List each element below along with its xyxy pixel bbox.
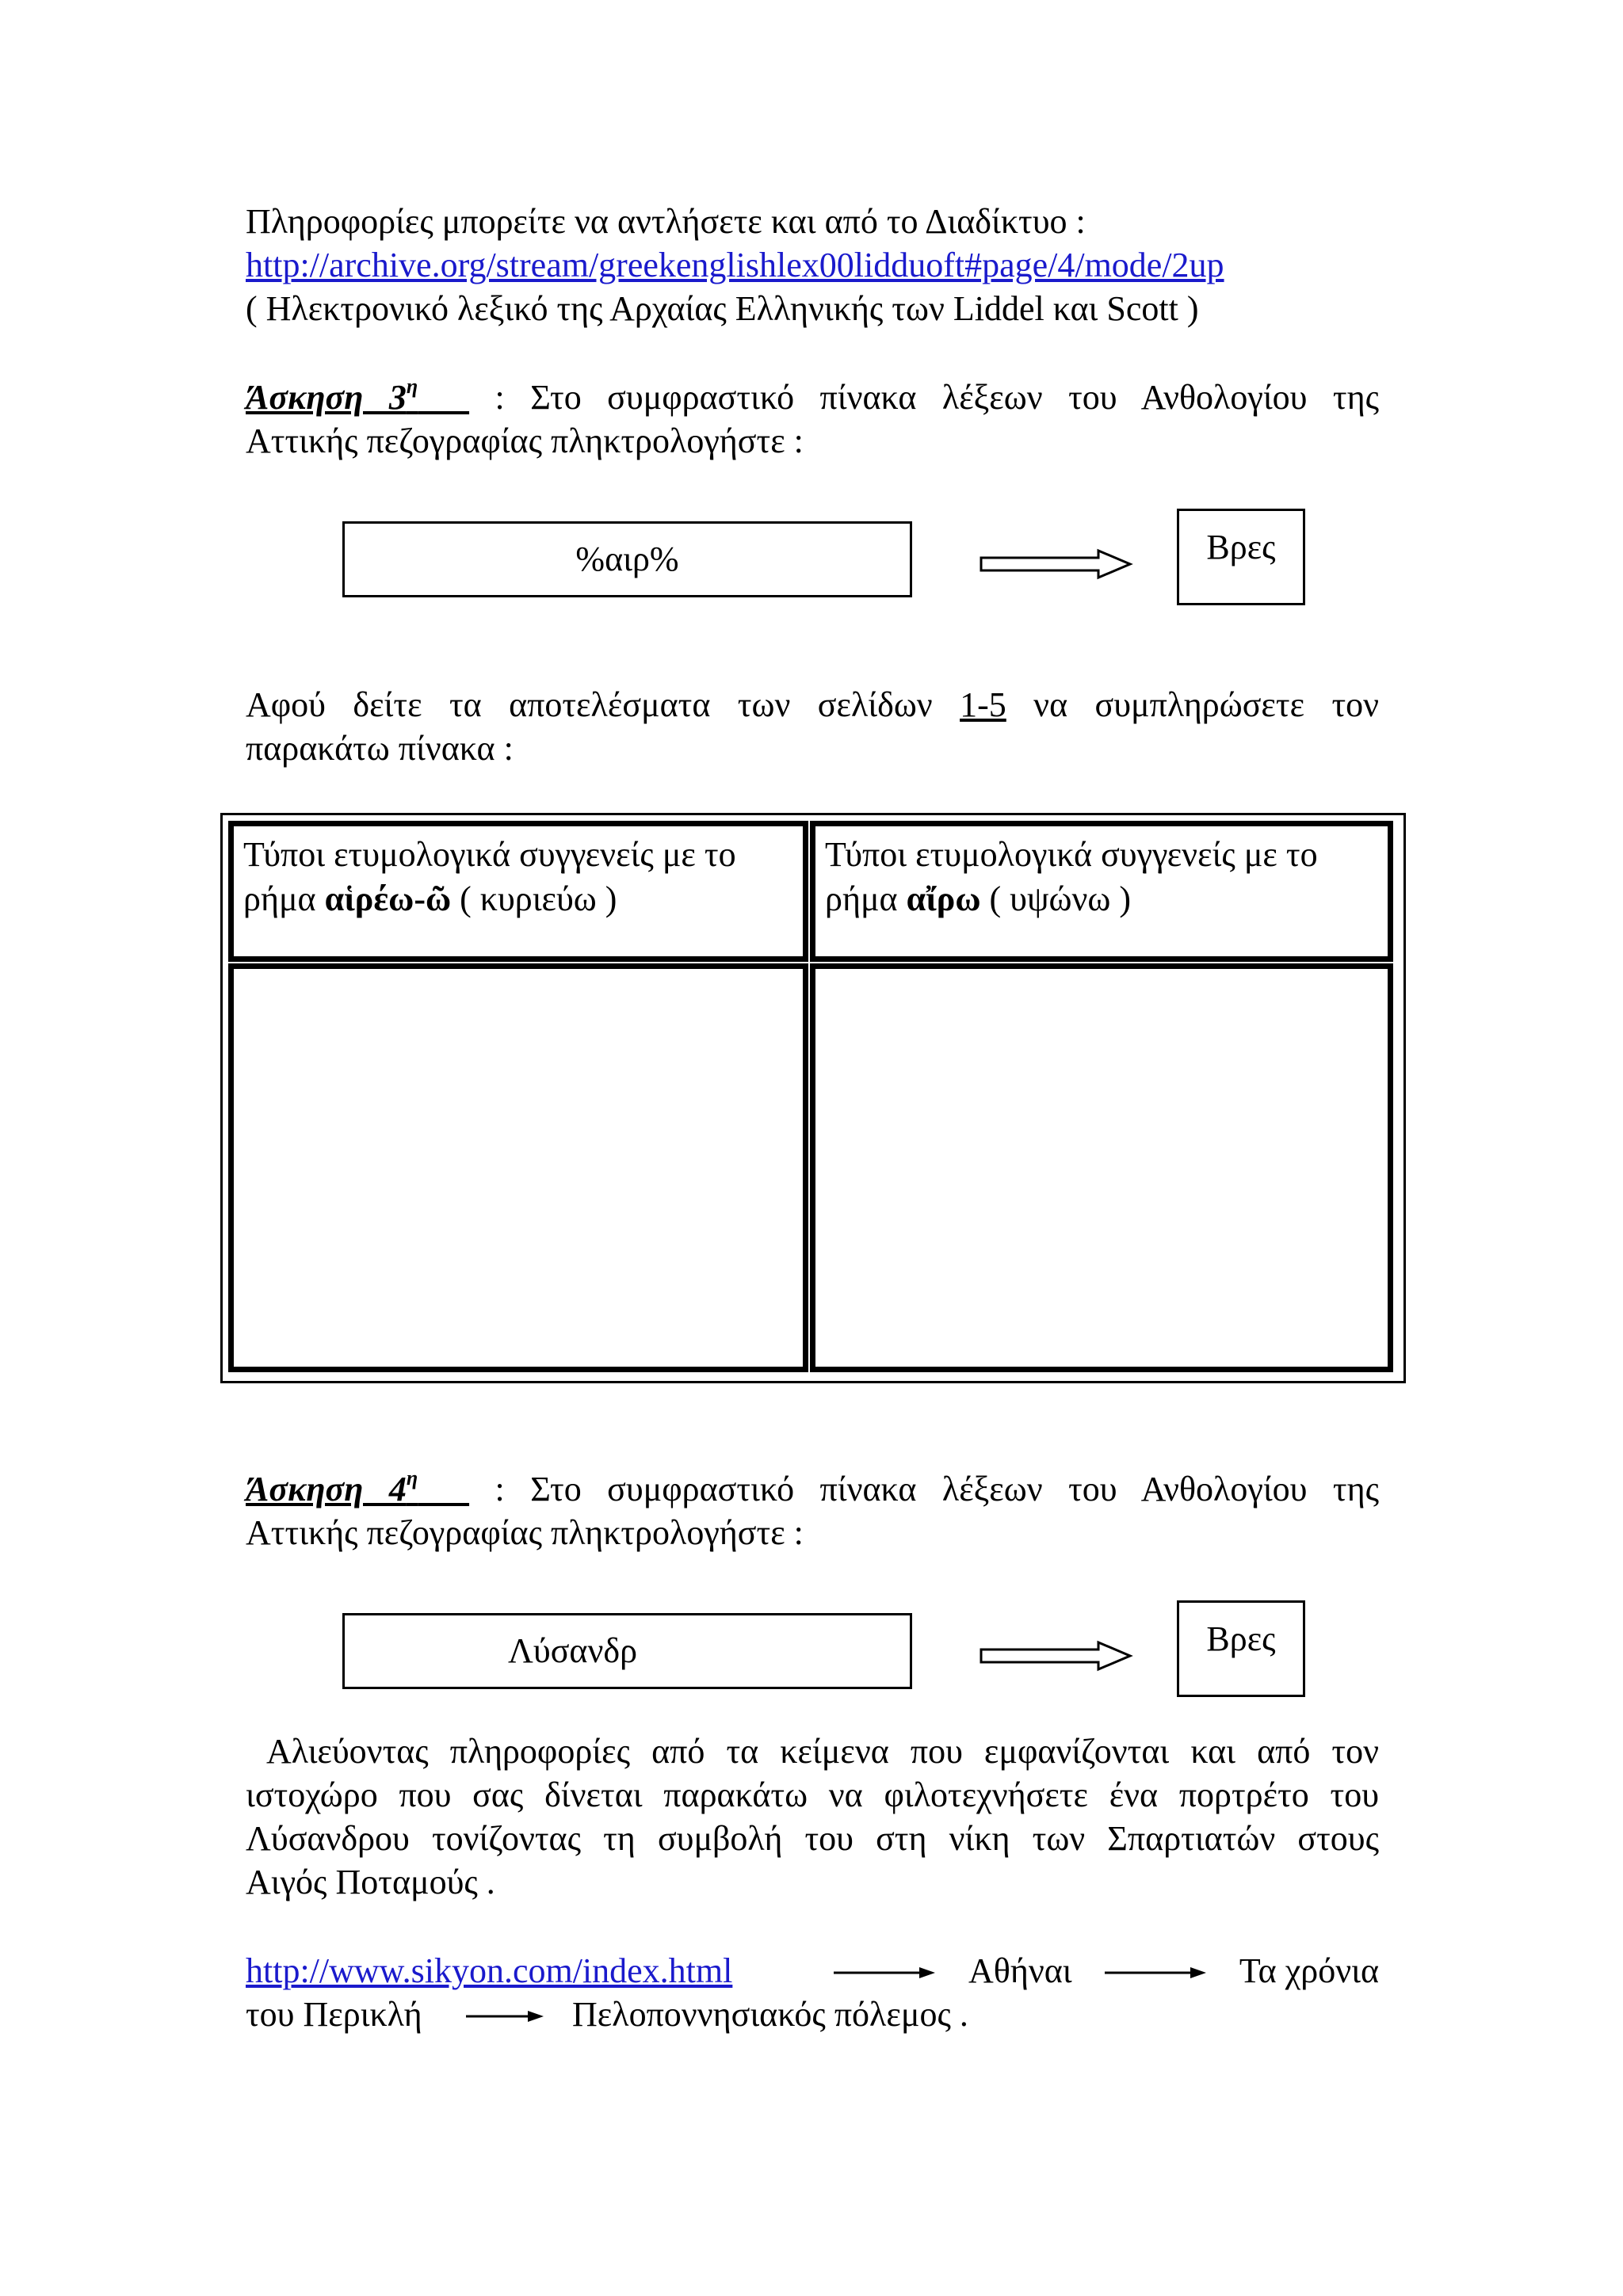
hollow-arrow-icon	[980, 548, 1133, 580]
exercise3-label: Άσκηση $3^\eta$	[246, 375, 418, 417]
results-instruction-line1: Αφού δείτε τα αποτελέσματα των σελίδων 1-5 να συμπληρώσετε τον	[246, 685, 1380, 724]
search-value-2: Λύσανδρ	[508, 1631, 638, 1670]
dictionary-link[interactable]: http://archive.org/stream/greekenglishlex00lidduoft#page/4/mode/2up	[246, 246, 1224, 284]
search-value: %αιρ%	[575, 540, 679, 578]
exercise4-instruction-line1: Άσκηση $4^\eta$ : Στο συμφραστικό πίνακα λέξεων του Ανθολογίου της	[246, 1466, 1380, 1508]
nav-step-pericles-times-cont: του Περικλή	[246, 1995, 422, 2034]
table-header-cell-1: Τύποι ετυμολογικά συγγενείς με το ρήμα αἱρέω-ῶ ( κυριεύω )	[228, 821, 808, 962]
arrow-right-icon	[1105, 1963, 1208, 1982]
table-answer-cell-2[interactable]	[810, 963, 1393, 1372]
exercise3-instruction-line2: Αττικής πεζογραφίας πληκτρολογήστε :	[246, 421, 804, 460]
arrow-right-icon	[834, 1963, 937, 1982]
search-input-2[interactable]	[342, 1613, 912, 1689]
hollow-arrow-icon	[980, 1640, 1133, 1672]
find-button-label: Βρες	[1206, 528, 1276, 566]
results-instruction-line2: παρακάτω πίνακα :	[246, 729, 514, 768]
intro-dictionary-note: ( Ηλεκτρονικό λεξικό της Αρχαίας Ελληνικής των Liddel και Scott )	[246, 289, 1199, 328]
portrait-paragraph-line3: Λύσανδρου τονίζοντας τη συμβολή του στη νίκη των Σπαρτιατών στους	[246, 1819, 1379, 1858]
table-answer-cell-1[interactable]	[228, 963, 808, 1372]
find-button[interactable]	[1177, 509, 1305, 605]
arrow-right-icon	[466, 2007, 545, 2026]
find-button-2-label: Βρες	[1206, 1619, 1276, 1658]
portrait-paragraph-line2: ιστοχώρο που σας δίνεται παρακάτω να φιλοτεχνήσετε ένα πορτρέτο του	[246, 1775, 1379, 1814]
exercise4-label: Άσκηση $4^\eta$	[246, 1466, 418, 1508]
pages-range: 1-5	[960, 685, 1006, 724]
sikyon-link[interactable]: http://www.sikyon.com/index.html	[246, 1951, 733, 1990]
intro-link-line	[246, 243, 1379, 288]
intro-line: Πληροφορίες μπορείτε να αντλήσετε και από το Διαδίκτυο :	[246, 202, 1086, 241]
exercise3-instruction-line1: Άσκηση $3^\eta$ : Στο συμφραστικό πίνακα λέξεων του Ανθολογίου της	[246, 375, 1380, 417]
find-button-2[interactable]	[1177, 1600, 1305, 1697]
search-input[interactable]	[342, 521, 912, 597]
nav-step-pericles-times: Τα χρόνια	[1239, 1951, 1379, 1990]
exercise4-instruction-line2: Αττικής πεζογραφίας πληκτρολογήστε :	[246, 1513, 804, 1552]
nav-step-athens: Αθήναι	[968, 1951, 1072, 1990]
portrait-paragraph-line1: Αλιεύοντας πληροφορίες από τα κείμενα που εμφανίζονται και από τον	[266, 1732, 1379, 1771]
nav-step-peloponnesian-war: Πελοποννησιακός πόλεμος .	[572, 1995, 968, 2034]
portrait-paragraph-line4: Αιγός Ποταμούς .	[246, 1863, 495, 1901]
table-header-cell-2: Τύποι ετυμολογικά συγγενείς με το ρήμα αἴρω ( υψώνω )	[810, 821, 1393, 962]
